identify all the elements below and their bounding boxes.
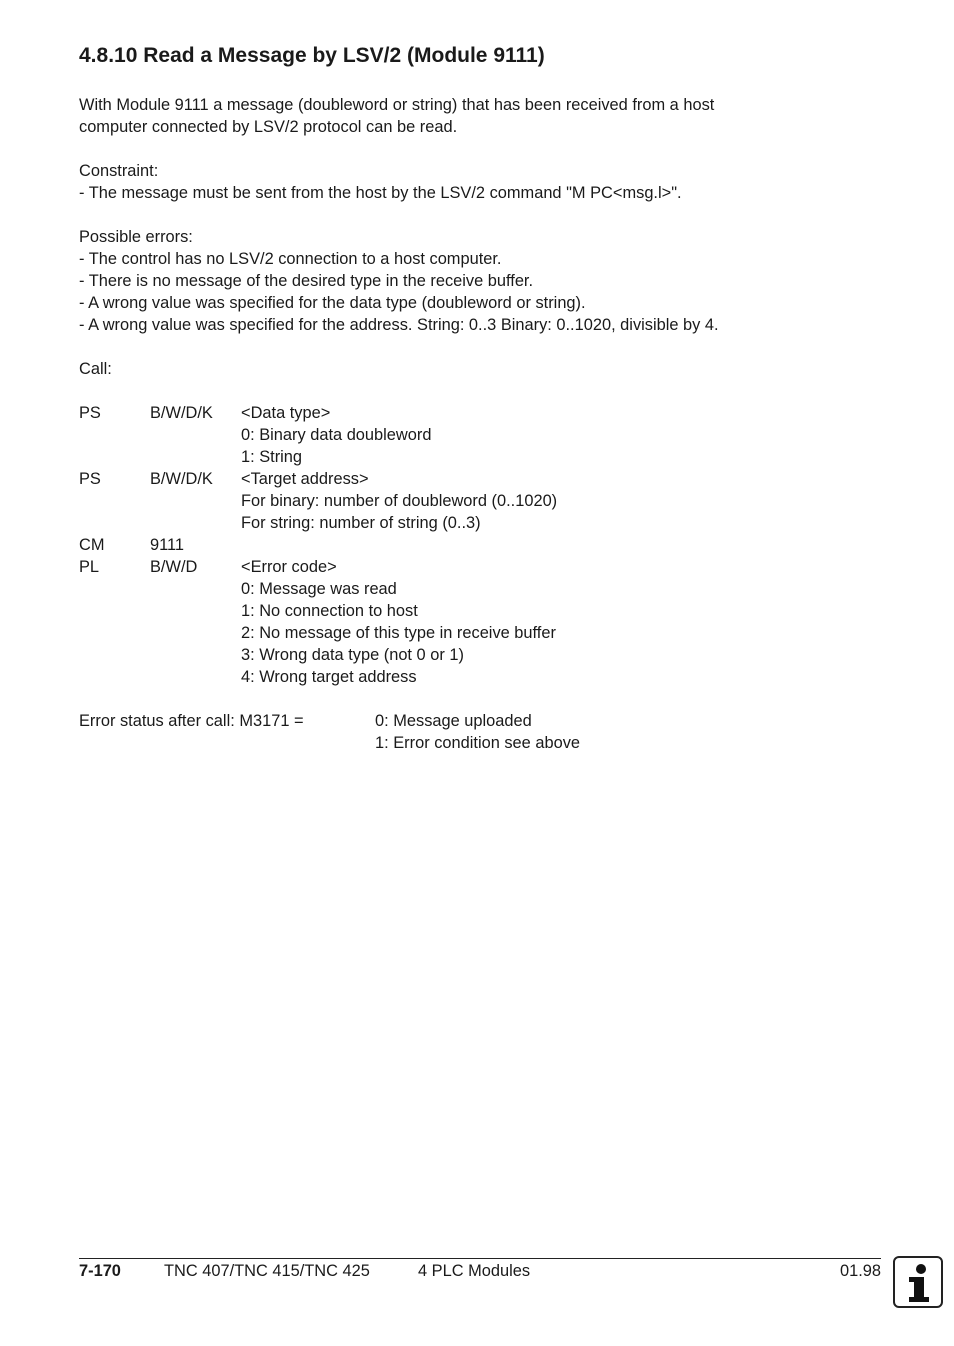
error-status-label: Error status after call: M3171 = [79,712,304,730]
error-status [79,710,879,754]
info-icon [893,1256,943,1308]
call-type [150,600,241,622]
intro-line: computer connected by LSV/2 protocol can be read. [79,118,458,136]
call-desc: 0: Binary data doubleword [241,426,432,444]
call-cmd: PL [79,558,100,576]
errors-heading: Possible errors: [79,228,193,246]
footer-date: 01.98 [839,1262,881,1280]
call-cmd [79,512,150,534]
error-item: - There is no message of the desired type in the receive buffer. [79,272,534,290]
constraint-item: - The message must be sent from the host by the LSV/2 command "M PC<msg.l>". [79,184,682,202]
error-item: - A wrong value was specified for the address. String: 0..3 Binary: 0..1020, divisible by 4. [79,316,719,334]
page-title: 4.8.10 Read a Message by LSV/2 (Module 9111) [79,44,545,67]
call-type [150,622,241,644]
footer-divider [79,1258,881,1259]
footer-product: TNC 407/TNC 415/TNC 425 [164,1262,370,1280]
call-cmd [79,490,150,512]
call-desc: 2: No message of this type in receive buffer [241,624,556,642]
call-desc: <Error code> [241,558,337,576]
error-item: - A wrong value was specified for the data type (doubleword or string). [79,294,586,312]
call-type [150,644,241,666]
call-cmd [79,600,150,622]
call-cmd [79,578,150,600]
call-cmd [79,446,150,468]
call-heading: Call: [79,360,112,378]
call-desc: For binary: number of doubleword (0..1020) [241,492,558,510]
call-desc: <Data type> [241,404,331,422]
call-cmd [79,622,150,644]
call-desc: 4: Wrong target address [241,668,417,686]
constraint-heading: Constraint: [79,162,159,180]
call-table [79,402,879,688]
call-desc: 3: Wrong data type (not 0 or 1) [241,646,464,664]
call-desc [241,534,641,556]
call-type: B/W/D [150,558,198,576]
error-item: - The control has no LSV/2 connection to a host computer. [79,250,502,268]
call-type [150,512,241,534]
call-type [150,490,241,512]
page-number: 7-170 [79,1262,121,1280]
call-type [150,666,241,688]
footer-chapter: 4 PLC Modules [418,1262,531,1280]
error-status-value: 0: Message uploaded [375,712,532,730]
call-type: 9111 [150,536,185,554]
call-desc: 0: Message was read [241,580,397,598]
call-cmd [79,644,150,666]
call-type: B/W/D/K [150,470,213,488]
body-text [79,94,879,754]
call-desc: 1: String [241,448,303,466]
call-cmd: CM [79,536,105,554]
call-desc: For string: number of string (0..3) [241,514,481,532]
call-type [150,424,241,446]
call-desc: <Target address> [241,470,369,488]
call-type [150,578,241,600]
error-status-value: 1: Error condition see above [375,734,581,752]
call-cmd: PS [79,404,101,422]
call-cmd [79,666,150,688]
call-type: B/W/D/K [150,404,213,422]
call-desc: 1: No connection to host [241,602,418,620]
call-type [150,446,241,468]
call-cmd: PS [79,470,101,488]
call-cmd [79,424,150,446]
intro-line: With Module 9111 a message (doubleword or string) that has been received from a host [79,96,715,114]
